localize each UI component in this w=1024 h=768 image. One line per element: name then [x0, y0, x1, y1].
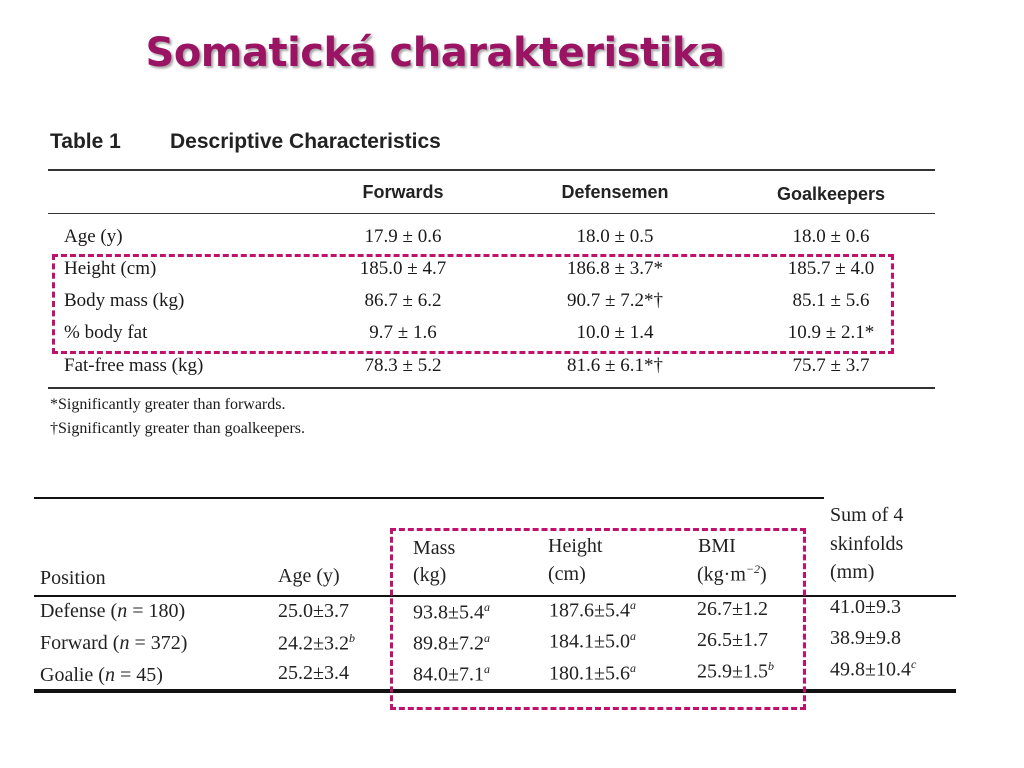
table1-header-forwards: Forwards [362, 182, 444, 202]
table2-header-mass-line2: (kg) [413, 564, 447, 586]
table1-header-defensemen: Defensemen [561, 182, 669, 202]
table2-position-count: = 45) [114, 664, 163, 686]
table2-position-goalie [40, 664, 163, 687]
table2-superscript: a [629, 629, 636, 643]
table2-value: 49.8±10.4 [830, 658, 911, 681]
table2-position-defense [40, 600, 185, 623]
table2-superscript: c [910, 657, 917, 671]
table1-row-fat-free-mass [48, 355, 935, 385]
slide-title: Somatická charakteristika [145, 30, 725, 76]
table2-superscript: b [348, 631, 355, 645]
table2-age-goalie [278, 662, 349, 685]
table2-value: 89.8±7.2 [413, 632, 484, 655]
table2-header-skinfolds-line3: (mm) [830, 561, 875, 583]
table2-age-forward [278, 631, 355, 656]
table2-header-position: Position [40, 567, 106, 589]
table2-position-forward [40, 632, 187, 655]
table1-row-label: Fat-free mass (kg) [64, 355, 204, 376]
table1-title: Descriptive Characteristics [170, 130, 441, 153]
table2-value: 84.0±7.1 [413, 663, 484, 686]
table1-cell: 81.6 ± 6.1*† [567, 355, 663, 376]
table2-header-skinfolds-line2: skinfolds [830, 533, 904, 555]
table1-cell: 10.0 ± 1.4 [576, 322, 654, 343]
table2-superscript: a [629, 598, 636, 612]
table1-cell: 75.7 ± 3.7 [792, 355, 870, 376]
table1-cell: 18.0 ± 0.6 [792, 226, 870, 247]
table1-footnote-goalkeepers: †Significantly greater than goalkeepers. [50, 420, 306, 437]
table1-row-age [48, 226, 935, 256]
table1-cell: 185.0 ± 4.7 [359, 258, 447, 279]
table2-superscript: a [483, 600, 490, 614]
table2-value: 41.0±9.3 [830, 596, 901, 618]
table2-superscript: a [483, 662, 490, 676]
table1-cell: 18.0 ± 0.5 [576, 226, 654, 247]
table1-cell: 85.1 ± 5.6 [792, 290, 870, 311]
table1-top-rule [48, 169, 935, 171]
table2-header-bmi-line1: BMI [698, 535, 736, 557]
table2-value: 93.8±5.4 [413, 601, 484, 624]
table2-header-height-line1: Height [548, 535, 603, 557]
table2-header-age: Age (y) [278, 565, 340, 587]
table1-cell: 9.7 ± 1.6 [369, 322, 437, 343]
table2-top-rule [34, 497, 824, 499]
table2-skinfolds-defense [830, 596, 901, 619]
table2-value: 38.9±9.8 [830, 627, 901, 649]
table1-cell: 17.9 ± 0.6 [364, 226, 442, 247]
table1-highlight-box [52, 254, 894, 354]
table2-skinfolds-forward [830, 627, 901, 650]
table2-age-defense [278, 600, 349, 623]
table1-cell: 78.3 ± 5.2 [364, 355, 442, 376]
table1-cell: 185.7 ± 4.0 [787, 258, 875, 279]
table2-header-mass-line1: Mass [413, 537, 456, 559]
table2-position-n: n [119, 632, 130, 654]
table2-skinfolds-goalie [830, 657, 916, 682]
table2-superscript: a [483, 631, 490, 645]
table2-value: 24.2±3.2 [278, 632, 349, 655]
table1-row-label: Age (y) [64, 226, 123, 247]
table1-header-goalkeepers: Goalkeepers [776, 184, 886, 204]
table2-superscript: b [767, 659, 774, 673]
table2-header-height-line2: (cm) [548, 563, 586, 585]
table2-value: 25.9±1.5 [697, 660, 768, 683]
table1-row-label: Height (cm) [64, 258, 157, 279]
table2-position-text: Goalie ( [40, 664, 105, 686]
table1-row-label: % body fat [64, 322, 148, 343]
table2-position-text: Defense ( [40, 600, 118, 622]
table2-value: 25.0±3.7 [278, 600, 349, 622]
table1-cell: 90.7 ± 7.2*† [567, 290, 663, 311]
table2-bmi-unit: (kg·m [697, 563, 746, 586]
table1-bottom-rule [48, 387, 935, 389]
table1-caption [50, 130, 441, 154]
table2-value: 26.7±1.2 [697, 598, 768, 620]
table1-header-row [48, 182, 935, 212]
table2-value: 26.5±1.7 [697, 629, 768, 651]
table2-highlight-box [390, 528, 806, 710]
table1-cell: 86.7 ± 6.2 [364, 290, 442, 311]
table2-value: 25.2±3.4 [278, 662, 349, 684]
table1-row-label: Body mass (kg) [64, 290, 185, 311]
table2-value: 184.1±5.0 [549, 630, 630, 653]
table1-cell: 10.9 ± 2.1* [787, 322, 875, 343]
table2-position-n: n [117, 600, 128, 622]
table2-position-count: = 180) [127, 600, 186, 622]
table1-footnote-forwards: *Significantly greater than forwards. [50, 396, 286, 413]
table1-cell: 186.8 ± 3.7* [567, 258, 663, 279]
table2-value: 187.6±5.4 [549, 599, 630, 622]
table2-bmi-close: ) [760, 563, 767, 586]
table2-header-skinfolds-line1: Sum of 4 [830, 504, 904, 526]
table1-header-rule [48, 213, 935, 214]
table1-number: Table 1 [50, 130, 121, 153]
table2-value: 180.1±5.6 [549, 662, 630, 685]
table2-bmi-exponent: −2 [745, 562, 760, 576]
table2-position-count: = 372) [129, 632, 188, 654]
table2-position-n: n [104, 664, 115, 686]
table2-position-text: Forward ( [40, 632, 120, 654]
table2-superscript: a [629, 661, 636, 675]
